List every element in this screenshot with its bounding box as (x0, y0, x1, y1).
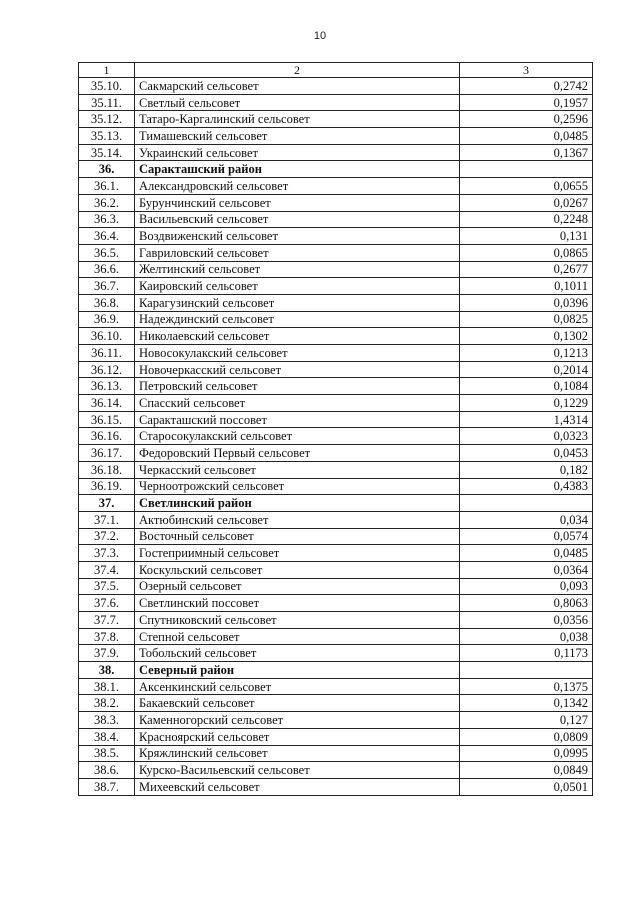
row-number: 36.15. (79, 411, 135, 428)
row-name: Светлинский район (135, 495, 460, 512)
row-value: 0,2596 (460, 111, 593, 128)
table-row (79, 728, 593, 745)
row-number: 36.8. (79, 294, 135, 311)
table-row (79, 411, 593, 428)
row-value: 0,0655 (460, 178, 593, 195)
row-value: 0,1957 (460, 94, 593, 111)
row-name: Желтинский сельсовет (135, 261, 460, 278)
row-value: 0,1229 (460, 395, 593, 412)
row-name: Светлый сельсовет (135, 94, 460, 111)
table-row (79, 612, 593, 629)
row-number: 37. (79, 495, 135, 512)
row-name: Спутниковский сельсовет (135, 612, 460, 629)
row-name: Тимашевский сельсовет (135, 128, 460, 145)
row-number: 37.9. (79, 645, 135, 662)
row-value: 0,093 (460, 578, 593, 595)
table-row (79, 194, 593, 211)
row-name: Александровский сельсовет (135, 178, 460, 195)
district-row (79, 662, 593, 679)
row-number: 37.6. (79, 595, 135, 612)
table-row (79, 695, 593, 712)
table-row (79, 78, 593, 95)
row-number: 36. (79, 161, 135, 178)
row-name: Николаевский сельсовет (135, 328, 460, 345)
table-row (79, 278, 593, 295)
row-number: 35.10. (79, 78, 135, 95)
row-value: 0,8063 (460, 595, 593, 612)
row-number: 38.4. (79, 728, 135, 745)
row-name: Каменногорский сельсовет (135, 712, 460, 729)
row-value: 1,4314 (460, 411, 593, 428)
row-name: Каировский сельсовет (135, 278, 460, 295)
row-name: Саракташский поссовет (135, 411, 460, 428)
row-value: 0,0356 (460, 612, 593, 629)
row-name: Аксенкинский сельсовет (135, 678, 460, 695)
row-value: 0,038 (460, 628, 593, 645)
table-row (79, 395, 593, 412)
row-number: 36.11. (79, 345, 135, 362)
row-number: 36.2. (79, 194, 135, 211)
row-number: 36.13. (79, 378, 135, 395)
row-value: 0,2014 (460, 361, 593, 378)
row-name: Озерный сельсовет (135, 578, 460, 595)
row-number: 36.9. (79, 311, 135, 328)
row-number: 37.1. (79, 511, 135, 528)
district-row (79, 495, 593, 512)
row-name: Михеевский сельсовет (135, 778, 460, 795)
row-value: 0,131 (460, 228, 593, 245)
row-value: 0,1367 (460, 144, 593, 161)
row-value: 0,1342 (460, 695, 593, 712)
column-header-value: 3 (460, 63, 593, 78)
row-value: 0,0809 (460, 728, 593, 745)
row-number: 38. (79, 662, 135, 679)
table-row (79, 311, 593, 328)
row-number: 36.16. (79, 428, 135, 445)
row-number: 36.6. (79, 261, 135, 278)
row-name: Украинский сельсовет (135, 144, 460, 161)
row-name: Карагузинский сельсовет (135, 294, 460, 311)
district-row (79, 161, 593, 178)
table-row (79, 445, 593, 462)
row-number: 35.12. (79, 111, 135, 128)
table-row (79, 745, 593, 762)
row-value: 0,127 (460, 712, 593, 729)
row-name: Курско-Васильевский сельсовет (135, 762, 460, 779)
table-row (79, 361, 593, 378)
table-row (79, 678, 593, 695)
table-row (79, 762, 593, 779)
column-header-name: 2 (135, 63, 460, 78)
row-value: 0,0267 (460, 194, 593, 211)
row-number: 36.3. (79, 211, 135, 228)
row-number: 37.7. (79, 612, 135, 629)
row-name: Новочеркасский сельсовет (135, 361, 460, 378)
row-name: Красноярский сельсовет (135, 728, 460, 745)
row-number: 38.2. (79, 695, 135, 712)
row-value: 0,0825 (460, 311, 593, 328)
table-row (79, 712, 593, 729)
row-value: 0,4383 (460, 478, 593, 495)
row-name: Актюбинский сельсовет (135, 511, 460, 528)
table-row (79, 345, 593, 362)
row-value: 0,2677 (460, 261, 593, 278)
table-row (79, 595, 593, 612)
table-body (79, 78, 593, 796)
row-name: Тобольский сельсовет (135, 645, 460, 662)
table-row (79, 244, 593, 261)
table-row (79, 645, 593, 662)
table-row (79, 578, 593, 595)
row-value: 0,0396 (460, 294, 593, 311)
row-name: Татаро-Каргалинский сельсовет (135, 111, 460, 128)
row-number: 38.6. (79, 762, 135, 779)
row-number: 37.4. (79, 561, 135, 578)
column-header-number: 1 (79, 63, 135, 78)
row-name: Гостеприимный сельсовет (135, 545, 460, 562)
row-value (460, 662, 593, 679)
row-number: 37.5. (79, 578, 135, 595)
row-name: Федоровский Первый сельсовет (135, 445, 460, 462)
row-number: 38.1. (79, 678, 135, 695)
row-name: Черноотрожский сельсовет (135, 478, 460, 495)
row-number: 36.17. (79, 445, 135, 462)
table-row (79, 378, 593, 395)
table-row (79, 778, 593, 795)
table-row (79, 628, 593, 645)
row-name: Петровский сельсовет (135, 378, 460, 395)
row-number: 36.14. (79, 395, 135, 412)
row-value (460, 495, 593, 512)
row-value (460, 161, 593, 178)
row-value: 0,0485 (460, 128, 593, 145)
row-number: 36.10. (79, 328, 135, 345)
row-value: 0,2248 (460, 211, 593, 228)
row-number: 36.7. (79, 278, 135, 295)
row-name: Бакаевский сельсовет (135, 695, 460, 712)
row-value: 0,0323 (460, 428, 593, 445)
row-value: 0,0995 (460, 745, 593, 762)
row-name: Степной сельсовет (135, 628, 460, 645)
row-number: 37.3. (79, 545, 135, 562)
table-row (79, 294, 593, 311)
row-number: 36.1. (79, 178, 135, 195)
row-value: 0,0501 (460, 778, 593, 795)
row-number: 36.5. (79, 244, 135, 261)
row-name: Сакмарский сельсовет (135, 78, 460, 95)
table-row (79, 511, 593, 528)
row-value: 0,1375 (460, 678, 593, 695)
table-row (79, 178, 593, 195)
row-name: Новосокулакский сельсовет (135, 345, 460, 362)
row-name: Старосокулакский сельсовет (135, 428, 460, 445)
row-number: 37.8. (79, 628, 135, 645)
row-value: 0,2742 (460, 78, 593, 95)
row-value: 0,1213 (460, 345, 593, 362)
row-name: Коскульский сельсовет (135, 561, 460, 578)
table-row (79, 94, 593, 111)
row-name: Васильевский сельсовет (135, 211, 460, 228)
row-name: Саракташский район (135, 161, 460, 178)
row-name: Бурунчинский сельсовет (135, 194, 460, 211)
row-number: 38.5. (79, 745, 135, 762)
row-number: 36.18. (79, 461, 135, 478)
row-number: 38.7. (79, 778, 135, 795)
table-row (79, 528, 593, 545)
table-row (79, 561, 593, 578)
row-value: 0,1084 (460, 378, 593, 395)
table-row (79, 261, 593, 278)
table-row (79, 128, 593, 145)
row-value: 0,0453 (460, 445, 593, 462)
table-row (79, 211, 593, 228)
allocation-table (78, 62, 593, 796)
table-row (79, 428, 593, 445)
table-row (79, 461, 593, 478)
table-row (79, 328, 593, 345)
row-name: Спасский сельсовет (135, 395, 460, 412)
row-name: Черкасский сельсовет (135, 461, 460, 478)
table-row (79, 144, 593, 161)
row-name: Кряжлинский сельсовет (135, 745, 460, 762)
row-value: 0,034 (460, 511, 593, 528)
row-value: 0,0574 (460, 528, 593, 545)
row-value: 0,0364 (460, 561, 593, 578)
row-value: 0,182 (460, 461, 593, 478)
row-number: 37.2. (79, 528, 135, 545)
row-value: 0,0849 (460, 762, 593, 779)
row-value: 0,0865 (460, 244, 593, 261)
row-name: Северный район (135, 662, 460, 679)
row-number: 36.19. (79, 478, 135, 495)
row-value: 0,1302 (460, 328, 593, 345)
row-number: 35.13. (79, 128, 135, 145)
row-value: 0,1173 (460, 645, 593, 662)
table-row (79, 111, 593, 128)
row-number: 35.11. (79, 94, 135, 111)
row-name: Восточный сельсовет (135, 528, 460, 545)
page-number: 10 (313, 30, 327, 42)
row-name: Воздвиженский сельсовет (135, 228, 460, 245)
row-name: Гавриловский сельсовет (135, 244, 460, 261)
row-number: 38.3. (79, 712, 135, 729)
row-number: 35.14. (79, 144, 135, 161)
row-name: Надеждинский сельсовет (135, 311, 460, 328)
row-value: 0,1011 (460, 278, 593, 295)
row-name: Светлинский поссовет (135, 595, 460, 612)
table-row (79, 545, 593, 562)
row-number: 36.12. (79, 361, 135, 378)
row-value: 0,0485 (460, 545, 593, 562)
table-header-row (79, 63, 593, 78)
table-row (79, 478, 593, 495)
row-number: 36.4. (79, 228, 135, 245)
table-row (79, 228, 593, 245)
